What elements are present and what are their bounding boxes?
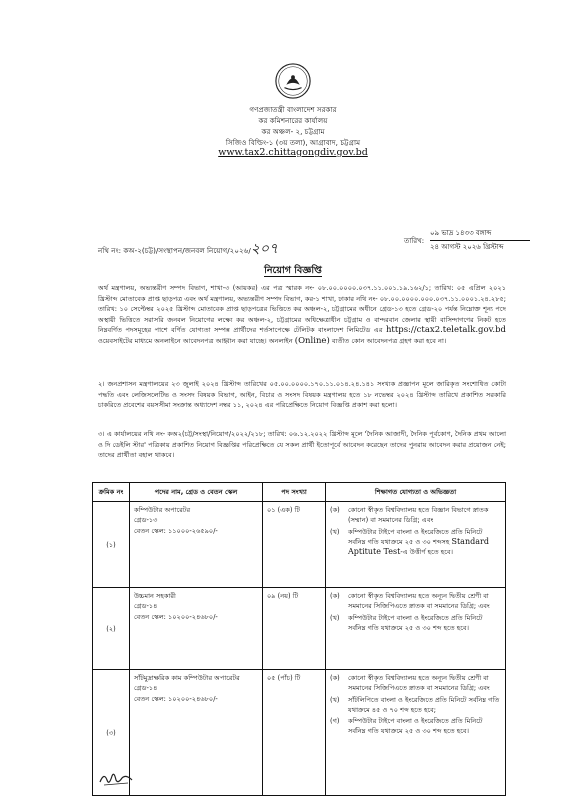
application-url-link[interactable]: https://ctax2.teletalk.gov.bd <box>385 325 506 336</box>
notice-title: নিয়োগ বিজ্ঞপ্তি <box>264 265 322 276</box>
post-grade: গ্রেড-১৪ <box>134 602 158 611</box>
notice-title-wrap <box>0 264 586 279</box>
row-count: ০১ (এক) টি <box>263 502 326 588</box>
row-qualification <box>326 670 506 796</box>
qual-text: কোনো স্বীকৃত বিশ্ববিদ্যালয় হতে অন্যূন দ্বিতীয় শ্রেণী বা সমমানের সিজিপিএতে স্নাতক বা সমমানের ডিগ্রি; এবং <box>348 592 490 611</box>
p1-online: (Online) <box>294 335 330 346</box>
paragraph-1 <box>98 283 506 347</box>
qual-text-end: -এ উত্তীর্ণ হতে হবে। <box>400 548 453 557</box>
post-scale: বেতন স্কেল: ১১০০০-২৬৫৯০/- <box>134 526 218 535</box>
header-website-wrap <box>0 147 586 158</box>
header-count: পদ সংখ্যা <box>263 483 326 502</box>
date-english: ২৪ আগস্ট ২০২৬ খ্রিস্টাব্দ <box>430 243 504 251</box>
memo-ref-handwritten: ২০৭ <box>250 241 279 257</box>
date-label: তারিখ: <box>404 237 425 245</box>
post-scale: বেতন স্কেল: ১০২০০-২৪৬৮০/- <box>134 694 218 703</box>
memo-date <box>404 227 530 254</box>
qual-key: (খ) <box>330 695 340 704</box>
qual-text: কম্পিউটার টাইপে বাংলা ও ইংরেজিতে প্রতি মিনিটে সর্বনিম্ন গতি যথাক্রমে ২৫ ও ৩০ শব্দ হতে হবে। <box>348 613 483 632</box>
qual-text-wrap <box>348 527 501 558</box>
qual-text: কম্পিউটার টাইপে বাংলা ও ইংরেজিতে প্রতি মিনিটে সর্বনিম্ন গতি যথাক্রমে ২৫ ও ৩০ শব্দ হতে হবে। <box>348 717 483 736</box>
paragraph-2: ২। জনপ্রশাসন মন্ত্রণালয়ের ২৩ জুলাই ২০২৪ খ্রিস্টাব্দ তারিখের ০৫.০০.০০০০.১৭০.১১.০১৪.২৪.১৪১ সংখ্যক প্রজ্ঞাপন মূলে জারিকৃত সংশোধিত কোটা পদ্ধতি এবং লেজিসলেটিভ ও সংসদ বিষয়ক বিভাগ, আইন, বিচার ও সংসদ বিষয়ক মন্ত্রণালয় হতে ১৮ নভেম্বর ২০২৪ খ্রিস্টাব্দ তারিখে প্রকাশিত সরকারি চাকরিতে প্রবেশের বয়সসীমা সংক্রান্ত অধ্যাদেশ নম্বর ১১, ২০২৪ এর পরিপ্রেক্ষিতে নিয়োগ বিজ্ঞপ্তি প্রকাশ করা হলো। <box>98 380 506 410</box>
row-serial: (৩) <box>93 670 130 796</box>
row-qualification <box>326 502 506 588</box>
post-name: সাঁটমুদ্রাক্ষরিক কাম কম্পিউটার অপারেটর <box>134 674 240 683</box>
paragraph-3: ৩। এ কার্যালয়ের নথি নং- কঅ২(চট্ট/সংস্থা/নিয়োগ/২০২২/২১৮; তারিখ: ০৬.১২.২০২২ খ্রিস্টাব্দ মূলে 'দৈনিক আজাদী, দৈনিক পূর্বকোণ, দৈনিক প্রথম আলো ও দি ডেইলি স্টার' পত্রিকায় প্রকাশিত নিয়োগ বিজ্ঞপ্তির পরিপ্রেক্ষিতে যে সকল প্রার্থী ইতোপূর্বে আবেদন করেছেন তাদের পুনরায় আবেদন করার প্রয়োজন নেই; তাদের প্রার্থীতা বহাল থাকবে। <box>98 430 506 460</box>
row-count: ০৫ (পাঁচ) টি <box>263 670 326 796</box>
government-emblem-icon <box>274 62 312 100</box>
post-name: উচ্চমান সহকারী <box>134 592 176 601</box>
header-zone: কর অঞ্চল- ২, চট্টগ্রাম <box>261 127 325 136</box>
header-website-link[interactable]: www.tax2.chittagongdiv.gov.bd <box>218 147 368 158</box>
memo-ref-prefix: নথি নং: কঅ-২(চট্ট)/সংস্থাপন/জনবল নিয়োগ/২০২৬/ <box>98 246 251 255</box>
table-row <box>93 502 506 588</box>
header-qualification: শিক্ষাগত যোগ্যতা ও অভিজ্ঞতা <box>326 483 506 502</box>
qual-key: (ক) <box>330 674 340 683</box>
header-post: পদের নাম, গ্রেড ও বেতন স্কেল <box>130 483 263 502</box>
header-serial: ক্রমিক নং <box>93 483 130 502</box>
table-row <box>93 588 506 670</box>
qual-text: সাঁটলিপিতে বাংলা ও ইংরেজিতে প্রতি মিনিটে সর্বনিম্ন গতি যথাক্রমে ৪৫ ও ৭০ শব্দ হতে হবে; <box>348 695 500 714</box>
row-post <box>130 502 263 588</box>
qual-key: (খ) <box>330 527 340 536</box>
header-govt: গণপ্রজাতন্ত্রী বাংলাদেশ সরকার <box>249 105 337 114</box>
row-post <box>130 588 263 670</box>
post-name: কম্পিউটার অপারেটর <box>134 506 191 515</box>
p1-text-c: ব্যতীত কোন আবেদনপত্র গ্রহণ করা হবে না। <box>329 336 447 345</box>
post-scale: বেতন স্কেল: ১০২০০-২৪৬৮০/- <box>134 612 218 621</box>
qual-key: (ক) <box>330 506 340 515</box>
qual-text: কোনো স্বীকৃত বিশ্ববিদ্যালয় হতে অন্যূন দ্বিতীয় শ্রেণী বা সমমানের সিজিপিএতে স্নাতক বা সমমানের ডিগ্রি; এবং <box>348 674 490 693</box>
qual-key: (গ) <box>330 717 340 726</box>
signature-icon <box>98 768 138 788</box>
post-grade: গ্রেড-১৪ <box>134 684 158 693</box>
posts-table <box>92 482 506 796</box>
table-row <box>93 670 506 796</box>
row-serial: (১) <box>93 502 130 588</box>
p1-text-a: অর্থ মন্ত্রণালয়, অভ্যন্তরীণ সম্পদ বিভাগ, শাখা-৩ (আয়কর) এর পত্র স্মারক নং- ০৮.০০.০০০০.০৩৭.১১.০০১.১৯.১৬২/১; তারিখ: ০৫ এপ্রিল ২০২১ খ্রিস্টাব্দ মোতাবেক প্রাপ্ত ছাড়পত্র এবং অর্থ মন্ত্রণালয়, অভ্যন্তরীণ সম্পদ বিভাগ, কর-১ শাখা, ঢাকার নথি নং- ০৮.০০.০০০০.০০০.০৩৭.১১.০০০১.২৪.২৮৫; তারিখ: ১০ সেপ্টেম্বর ২০২৫ খ্রিস্টাব্দ মোতাবেক প্রাপ্ত ছাড়পত্রের ভিত্তিতে কর অঞ্চল-২, চট্টগ্রামের অধীনে গ্রেড-১৩ হতে গ্রেড-২০ পর্যন্ত নিম্নোক্ত শূন্য পদে অস্থায়ী ভিত্তিতে সরাসরি জনবল নিয়োগের লক্ষ্যে কর অঞ্চল-২, চট্টগ্রামের অধিক্ষেত্রাধীন চট্টগ্রাম ও বান্দরবান জেলার স্থায়ী বাসিন্দাগণের নিকট হতে নিম্নবর্ণিত পদসমূহের পাশে বর্ণিত যোগ্যতা সম্পন্ন প্রার্থীদের শর্তসাপেক্ষে টেলিটক বাংলাদেশ লিমিটেড এর <box>98 284 506 335</box>
row-post <box>130 670 263 796</box>
row-count: ০৯ (নয়) টি <box>263 588 326 670</box>
qual-text: কম্পিউটার টাইপে বাংলা ও ইংরেজিতে প্রতি মিনিটে সর্বনিম্ন গতি যথাক্রমে ২৫ ও ৩০ শব্দসহ <box>348 527 483 546</box>
qual-key: (ক) <box>330 592 340 601</box>
row-qualification <box>326 588 506 670</box>
qual-text: কোনো স্বীকৃত বিশ্ববিদ্যালয় হতে বিজ্ঞান বিভাগে স্নাতক (সম্মান) বা সমমানের ডিগ্রি; এবং <box>348 506 489 525</box>
p1-text-b: ওয়েবসাইটের মাধ্যমে অনলাইনে আবেদনপত্র আহ্বান করা যাচ্ছে। অনলাইন <box>98 336 295 345</box>
date-bangla: ০৯ ভাদ্র ১৪৩৩ বঙ্গাব্দ <box>430 229 492 237</box>
qual-key: (খ) <box>330 613 340 622</box>
post-grade: গ্রেড-১৩ <box>134 516 158 525</box>
header-address: সিজিও বিল্ডিং-১ (৩য় তলা), আগ্রাবাদ, চট্টগ্রাম <box>225 138 361 147</box>
header-office: কর কমিশনারের কার্যালয় <box>258 116 328 125</box>
row-serial: (২) <box>93 588 130 670</box>
table-header-row <box>93 483 506 502</box>
aptitude-test-text: Standard Aptitute Test <box>348 536 489 557</box>
memo-reference <box>98 237 278 261</box>
